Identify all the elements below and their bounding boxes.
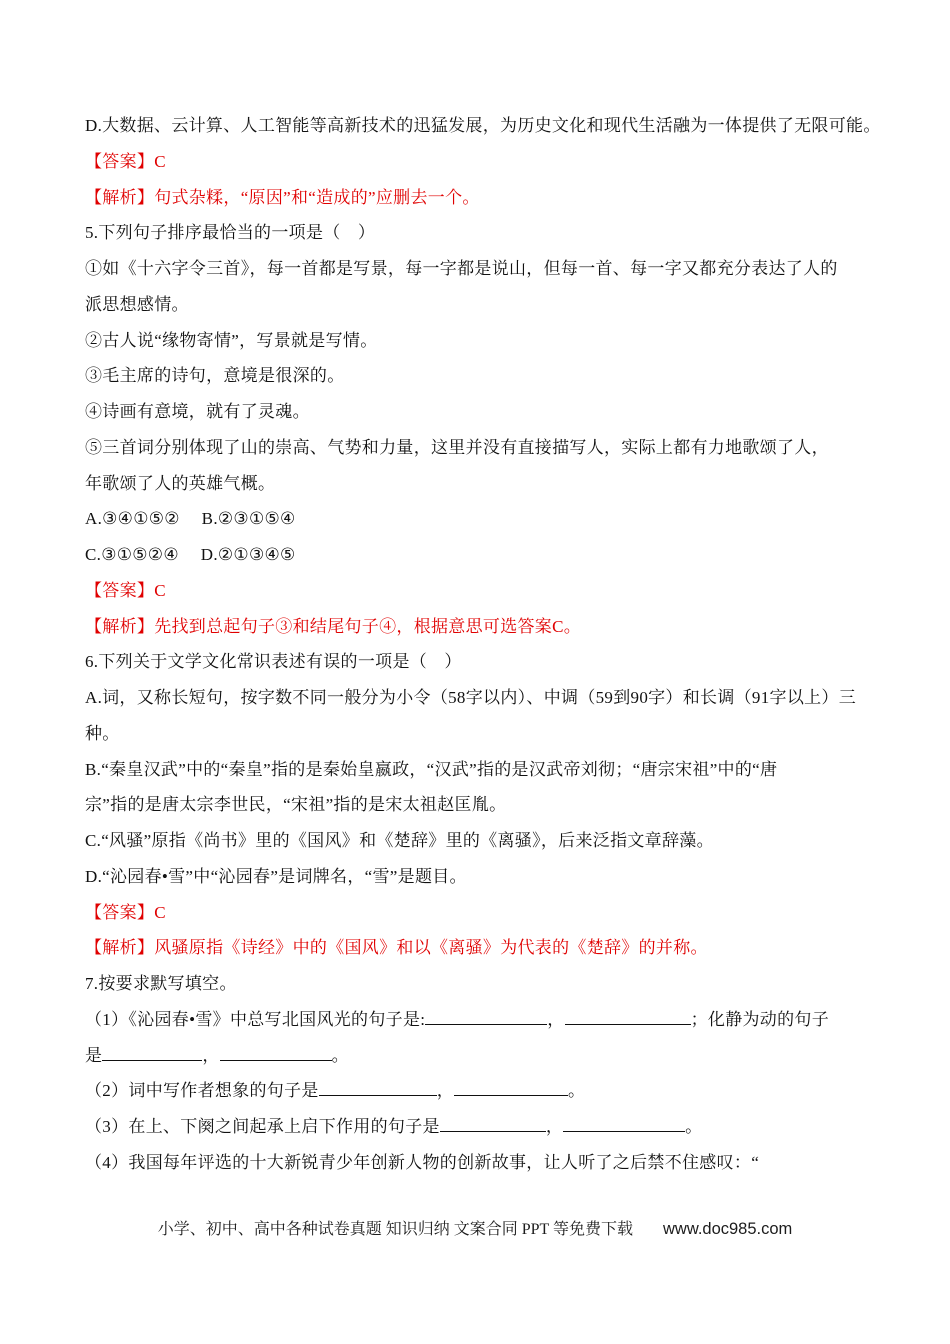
q6-answer <box>85 895 885 931</box>
text-segment: ， <box>547 1009 565 1029</box>
text-segment: C.“风骚”原指《尚书》里的《国风》和《楚辞》里的《离骚》，后来泛指文章辞藻。 <box>85 831 714 850</box>
q4-option-d <box>85 108 885 144</box>
text-segment: 是 <box>85 1045 103 1065</box>
footer-url-link[interactable]: www.doc985.com <box>662 1220 793 1238</box>
text-segment: 派思想感情。 <box>85 294 189 314</box>
text-segment: 。 <box>685 1117 703 1136</box>
text-segment: 5.下列句子排序最恰当的一项是（ ） <box>85 223 376 243</box>
text-segment: ④诗画有意境，就有了灵魂。 <box>85 402 310 421</box>
text-segment: 【解析】先找到总起句子③和结尾句子④，根据意思可选答案C。 <box>85 616 582 636</box>
q4-analysis <box>85 180 885 216</box>
text-segment: 年歌颂了人的英雄气概。 <box>85 473 276 493</box>
fill-in-blank <box>565 1010 691 1025</box>
q6-option-b <box>85 752 885 788</box>
q5-options-cd <box>85 537 885 573</box>
fill-in-blank <box>220 1046 332 1061</box>
text-segment: C.③①⑤②④ D.②①③④⑤ <box>85 545 296 564</box>
fill-in-blank <box>440 1117 546 1132</box>
text-segment: A.③④①⑤② B.②③①⑤④ <box>85 509 296 529</box>
fill-in-blank <box>425 1010 547 1025</box>
text-segment: 【答案】C <box>85 151 166 171</box>
text-segment: 。 <box>568 1081 586 1101</box>
text-segment: （3）在上、下阕之间起承上启下作用的句子是 <box>85 1117 440 1136</box>
text-segment: （1）《沁园春•雪》中总写北国风光的句子是: <box>85 1009 426 1029</box>
q4-answer <box>85 144 885 180</box>
q6-analysis <box>85 930 885 966</box>
text-segment: ， <box>436 1081 455 1101</box>
q5-item-5-cont <box>85 466 885 502</box>
q7-part4 <box>85 1145 885 1181</box>
text-segment: 。 <box>331 1045 349 1065</box>
q5-answer <box>85 573 885 609</box>
text-segment: 7.按要求默写填空。 <box>85 974 237 993</box>
text-segment: 【答案】C <box>85 580 166 600</box>
q6-option-a <box>85 680 885 716</box>
q5-item-3 <box>85 358 885 394</box>
fill-in-blank <box>454 1081 568 1096</box>
text-segment: B.“秦皇汉武”中的“秦皇”指的是秦始皇嬴政，“汉武”指的是汉武帝刘彻；“唐宗宋祖”中的“唐 <box>85 759 778 779</box>
q5-item-2 <box>85 323 885 359</box>
text-segment: ⑤三首词分别体现了山的崇高、气势和力量，这里并没有直接描写人，实际上都有力地歌颂了人， <box>85 437 829 457</box>
text-segment: ；化静为动的句子 <box>690 1009 829 1029</box>
text-segment: A.词，又称长短句，按字数不同一般分为小令（58字以内）、中调（59到90字）和长调（91字以上）三 <box>85 688 857 707</box>
footer-text: 小学、初中、高中各种试卷真题 知识归纳 文案合同 PPT 等免费下载 <box>157 1221 633 1238</box>
q5-item-4 <box>85 394 885 430</box>
q5-stem <box>85 215 885 251</box>
text-segment: （2）词中写作者想象的句子是 <box>85 1081 319 1101</box>
text-segment: 6.下列关于文学文化常识表述有误的一项是（ ） <box>85 652 462 672</box>
q6-option-d <box>85 859 885 895</box>
fill-in-blank <box>563 1117 685 1132</box>
text-segment: ②古人说“缘物寄情”，写景就是写情。 <box>85 330 378 350</box>
q6-option-c <box>85 823 885 859</box>
text-segment: （4）我国每年评选的十大新锐青少年创新人物的创新故事，让人听了之后禁不住感叹：“ <box>85 1152 760 1172</box>
q5-analysis <box>85 609 885 645</box>
text-segment: ， <box>202 1045 220 1065</box>
q5-item-5 <box>85 430 885 466</box>
text-segment: 宗”指的是唐太宗李世民，“宋祖”指的是宋太祖赵匡胤。 <box>85 795 507 815</box>
text-segment: D.大数据、云计算、人工智能等高新技术的迅猛发展，为历史文化和现代生活融为一体提供了无限可能。 <box>85 116 881 135</box>
text-segment: 【解析】风骚原指《诗经》中的《国风》和以《离骚》为代表的《楚辞》的并称。 <box>85 938 708 958</box>
q6-option-b-cont <box>85 787 885 823</box>
text-segment: ， <box>545 1117 564 1136</box>
q7-part1 <box>85 1002 885 1038</box>
fill-in-blank <box>102 1046 202 1061</box>
document-body <box>85 108 885 1181</box>
text-segment: 【解析】句式杂糅，“原因”和“造成的”应删去一个。 <box>85 187 480 207</box>
q6-option-a-cont <box>85 716 885 752</box>
q7-stem <box>85 966 885 1002</box>
text-segment: 种。 <box>85 723 120 743</box>
q5-item-1 <box>85 251 885 287</box>
q7-part2 <box>85 1073 885 1109</box>
text-segment: ③毛主席的诗句，意境是很深的。 <box>85 366 345 386</box>
text-segment: D.“沁园春•雪”中“沁园春”是词牌名，“雪”是题目。 <box>85 866 467 886</box>
text-segment: 【答案】C <box>85 902 166 922</box>
fill-in-blank <box>319 1081 437 1096</box>
q7-part3 <box>85 1109 885 1145</box>
q6-stem <box>85 644 885 680</box>
q5-options-ab <box>85 501 885 537</box>
page-footer <box>0 1218 950 1241</box>
q7-part1-cont <box>85 1038 885 1074</box>
q5-item-1-cont <box>85 287 885 323</box>
text-segment: ①如《十六字令三首》，每一首都是写景，每一字都是说山，但每一首、每一字又都充分表达了人的 <box>85 259 838 278</box>
